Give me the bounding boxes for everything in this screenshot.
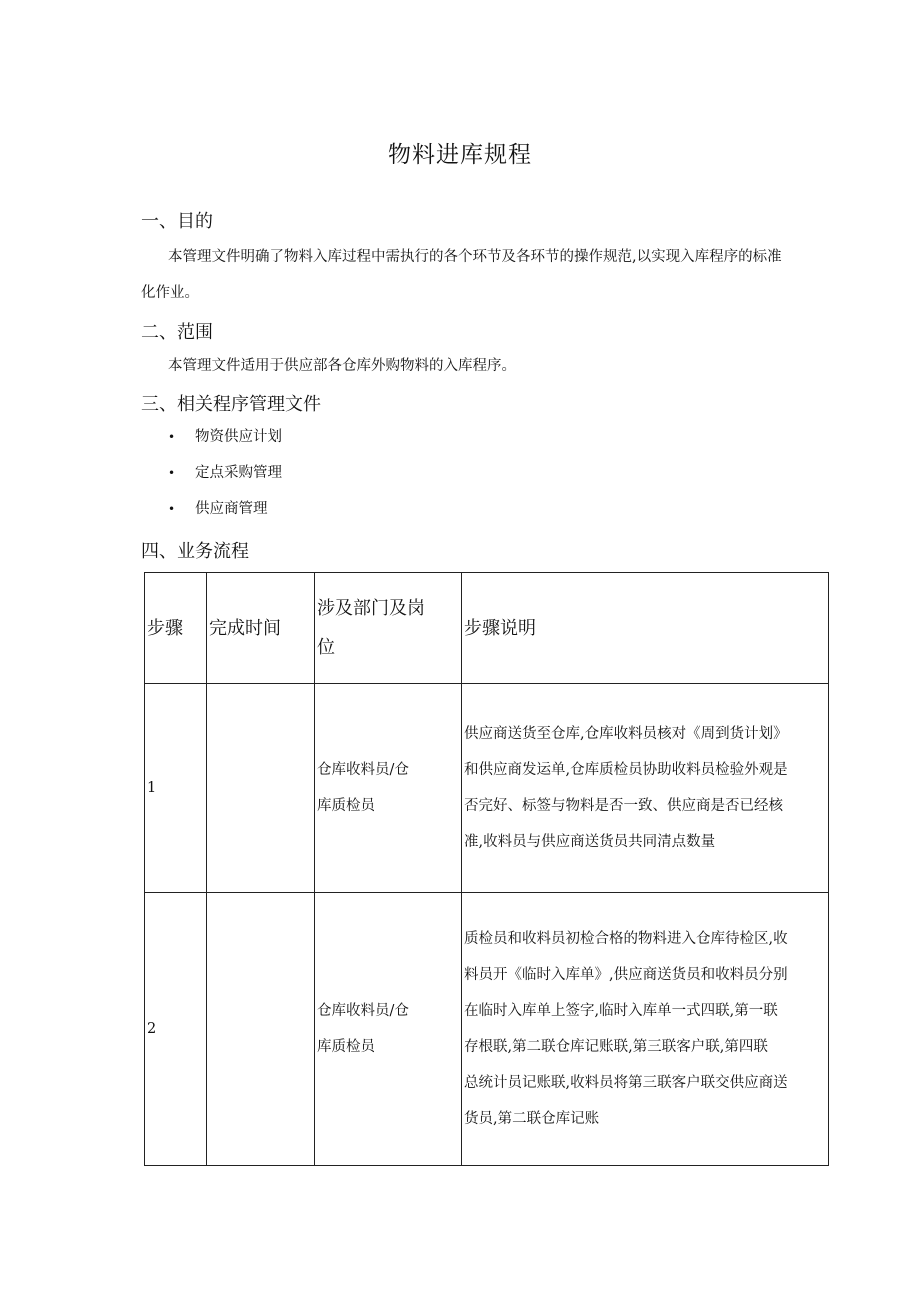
completion-time — [207, 684, 315, 893]
document-title: 物料进库规程 — [388, 142, 532, 168]
bullet-icon: • — [168, 502, 176, 516]
process-table — [144, 572, 829, 1166]
completion-time — [207, 893, 315, 1166]
department — [315, 893, 462, 1166]
description-line: 料员开《临时入库单》,供应商送货员和收料员分别 — [464, 967, 788, 983]
purpose-text-line-2: 化作业。 — [141, 285, 199, 301]
related-docs-list — [168, 420, 282, 528]
list-item-text: 供应商管理 — [195, 501, 268, 517]
department — [315, 684, 462, 893]
header-dept-line-1: 涉及部门及岗 — [317, 598, 425, 619]
table-header-row — [145, 573, 829, 684]
header-dept-line-2: 位 — [317, 637, 335, 658]
step-number: 1 — [145, 684, 207, 893]
description-line: 在临时入库单上签字,临时入库单一式四联,第一联 — [464, 1003, 778, 1019]
list-item — [168, 492, 282, 528]
section-heading-process: 四、业务流程 — [141, 541, 249, 562]
section-heading-scope: 二、范围 — [141, 322, 213, 343]
step-description — [462, 684, 829, 893]
table-row — [145, 893, 829, 1166]
step-description — [462, 893, 829, 1166]
header-time: 完成时间 — [207, 573, 315, 684]
description-line: 货员,第二联仓库记账 — [464, 1111, 600, 1127]
step-number: 2 — [145, 893, 207, 1166]
list-item-text: 物资供应计划 — [195, 429, 282, 445]
purpose-text-line-1: 本管理文件明确了物料入库过程中需执行的各个环节及各环节的操作规范,以实现入库程序的标准 — [168, 249, 782, 265]
list-item-text: 定点采购管理 — [195, 465, 282, 481]
section-heading-related-docs: 三、相关程序管理文件 — [141, 394, 321, 415]
description-line: 否完好、标签与物料是否一致、供应商是否已经核 — [464, 798, 783, 814]
department-line: 仓库收料员/仓 — [317, 1003, 409, 1019]
scope-text: 本管理文件适用于供应部各仓库外购物料的入库程序。 — [168, 358, 516, 374]
department-line: 库质检员 — [317, 1039, 375, 1055]
description-line: 总统计员记账联,收料员将第三联客户联交供应商送 — [464, 1075, 788, 1091]
list-item — [168, 456, 282, 492]
table-row — [145, 684, 829, 893]
description-line: 准,收料员与供应商送货员共同清点数量 — [464, 834, 716, 850]
section-heading-purpose: 一、目的 — [141, 211, 213, 232]
bullet-icon: • — [168, 430, 176, 444]
description-line: 供应商送货至仓库,仓库收料员核对《周到货计划》 — [464, 726, 788, 742]
description-line: 存根联,第二联仓库记账联,第三联客户联,第四联 — [464, 1039, 768, 1055]
description-line: 质检员和收料员初检合格的物料进入仓库待检区,收 — [464, 931, 788, 947]
list-item — [168, 420, 282, 456]
bullet-icon: • — [168, 466, 176, 480]
department-line: 仓库收料员/仓 — [317, 762, 409, 778]
description-line: 和供应商发运单,仓库质检员协助收料员检验外观是 — [464, 762, 788, 778]
header-desc: 步骤说明 — [462, 573, 829, 684]
header-step: 步骤 — [145, 573, 207, 684]
department-line: 库质检员 — [317, 798, 375, 814]
header-dept — [315, 573, 462, 684]
